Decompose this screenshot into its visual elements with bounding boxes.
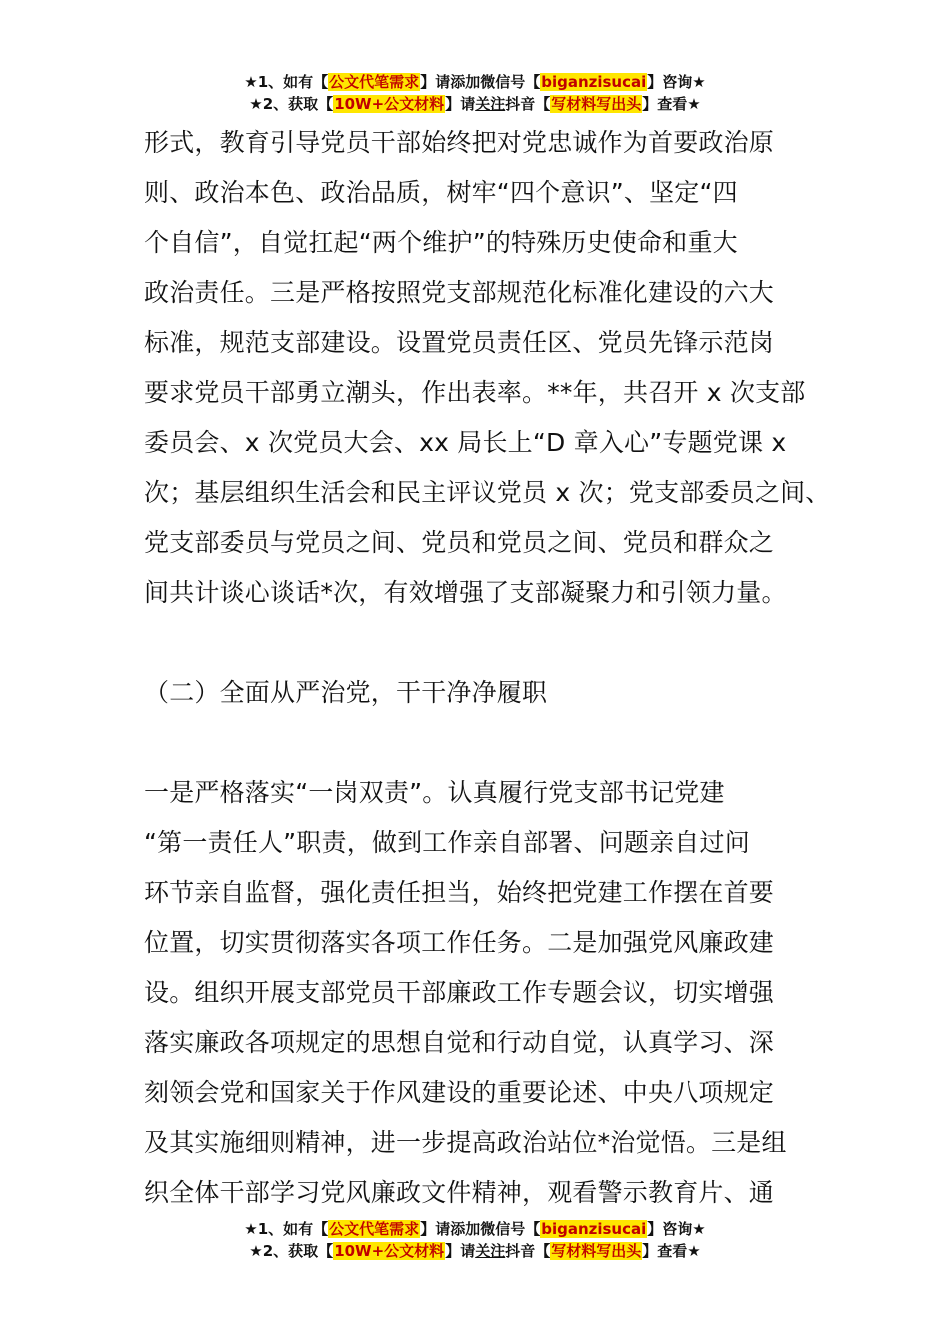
highlight-wechat-id: biganzisucai (541, 73, 647, 91)
highlight-douyin-account: 写材料写出头 (551, 95, 642, 113)
banner-text: 抖音【 (505, 1242, 551, 1260)
text-line: 环节亲自监督，强化责任担当，始终把党建工作摆在首要 (144, 878, 775, 907)
text-line: 一是严格落实“一岗双责”。认真履行党支部书记党建 (144, 778, 725, 807)
text-line: 落实廉政各项规定的思想自觉和行动自觉，认真学习、深 (144, 1028, 775, 1057)
highlight-materials: 10W+公文材料 (334, 95, 445, 113)
spacer (144, 618, 824, 668)
text-line: 设。组织开展支部党员干部廉政工作专题会议，切实增强 (144, 978, 775, 1007)
text-line: 间共计谈心谈话*次，有效增强了支部凝聚力和引领力量。 (144, 578, 787, 607)
text-line: 则、政治本色、政治品质，树牢“四个意识”、坚定“四 (144, 178, 738, 207)
text-line: 要求党员干部勇立潮头，作出表率。**年，共召开 x 次支部 (144, 378, 806, 407)
text-line: 委员会、x 次党员大会、xx 局长上“D 章入心”专题党课 x (144, 428, 787, 457)
banner-text: ★1、如有【 (244, 1220, 329, 1238)
banner-text: 】请添加微信号【 (420, 73, 541, 91)
banner-text: 】请添加微信号【 (420, 1220, 541, 1238)
banner-text: 】查看★ (642, 95, 701, 113)
spacer (144, 718, 824, 768)
header-banner (0, 71, 950, 115)
banner-line-2 (0, 93, 950, 115)
highlight-materials: 10W+公文材料 (334, 1242, 445, 1260)
section-heading: （二）全面从严治党，干干净净履职 (144, 678, 548, 707)
paragraph-1 (144, 118, 831, 618)
banner-text: ★2、获取【 (249, 95, 334, 113)
underlined-follow: 关注 (475, 95, 506, 113)
text-line: 次；基层组织生活会和民主评议党员 x 次；党支部委员之间、 (144, 478, 831, 507)
banner-text: 】咨询★ (647, 73, 706, 91)
text-line: 政治责任。三是严格按照党支部规范化标准化建设的六大 (144, 278, 775, 307)
text-line: “第一责任人”职责，做到工作亲自部署、问题亲自过问 (144, 828, 750, 857)
banner-text: 】咨询★ (647, 1220, 706, 1238)
banner-text: ★2、获取【 (249, 1242, 334, 1260)
banner-text: 】查看★ (642, 1242, 701, 1260)
banner-text: 】请 (445, 1242, 476, 1260)
banner-text: 】请 (445, 95, 476, 113)
highlight-wechat-id: biganzisucai (541, 1220, 647, 1238)
text-line: 刻领会党和国家关于作风建设的重要论述、中央八项规定 (144, 1078, 775, 1107)
text-line: 位置，切实贯彻落实各项工作任务。二是加强党风廉政建 (144, 928, 775, 957)
banner-text: ★1、如有【 (244, 73, 329, 91)
text-line: 个自信”，自觉扛起“两个维护”的特殊历史使命和重大 (144, 228, 738, 257)
banner-line-2 (0, 1240, 950, 1262)
text-line: 形式，教育引导党员干部始终把对党忠诚作为首要政治原 (144, 128, 775, 157)
underlined-follow: 关注 (475, 1242, 506, 1260)
text-line: 及其实施细则精神，进一步提高政治站位*治觉悟。三是组 (144, 1128, 787, 1157)
highlight-service: 公文代笔需求 (329, 73, 420, 91)
text-line: 织全体干部学习党风廉政文件精神，观看警示教育片、通 (144, 1178, 775, 1207)
text-line: 党支部委员与党员之间、党员和党员之间、党员和群众之 (144, 528, 775, 557)
footer-banner (0, 1218, 950, 1262)
document-body (144, 118, 831, 1218)
highlight-douyin-account: 写材料写出头 (551, 1242, 642, 1260)
banner-text: 抖音【 (505, 95, 551, 113)
text-line: 标准，规范支部建设。设置党员责任区、党员先锋示范岗 (144, 328, 775, 357)
paragraph-2 (144, 768, 824, 1218)
banner-line-1 (0, 71, 950, 93)
highlight-service: 公文代笔需求 (329, 1220, 420, 1238)
banner-line-1 (0, 1218, 950, 1240)
